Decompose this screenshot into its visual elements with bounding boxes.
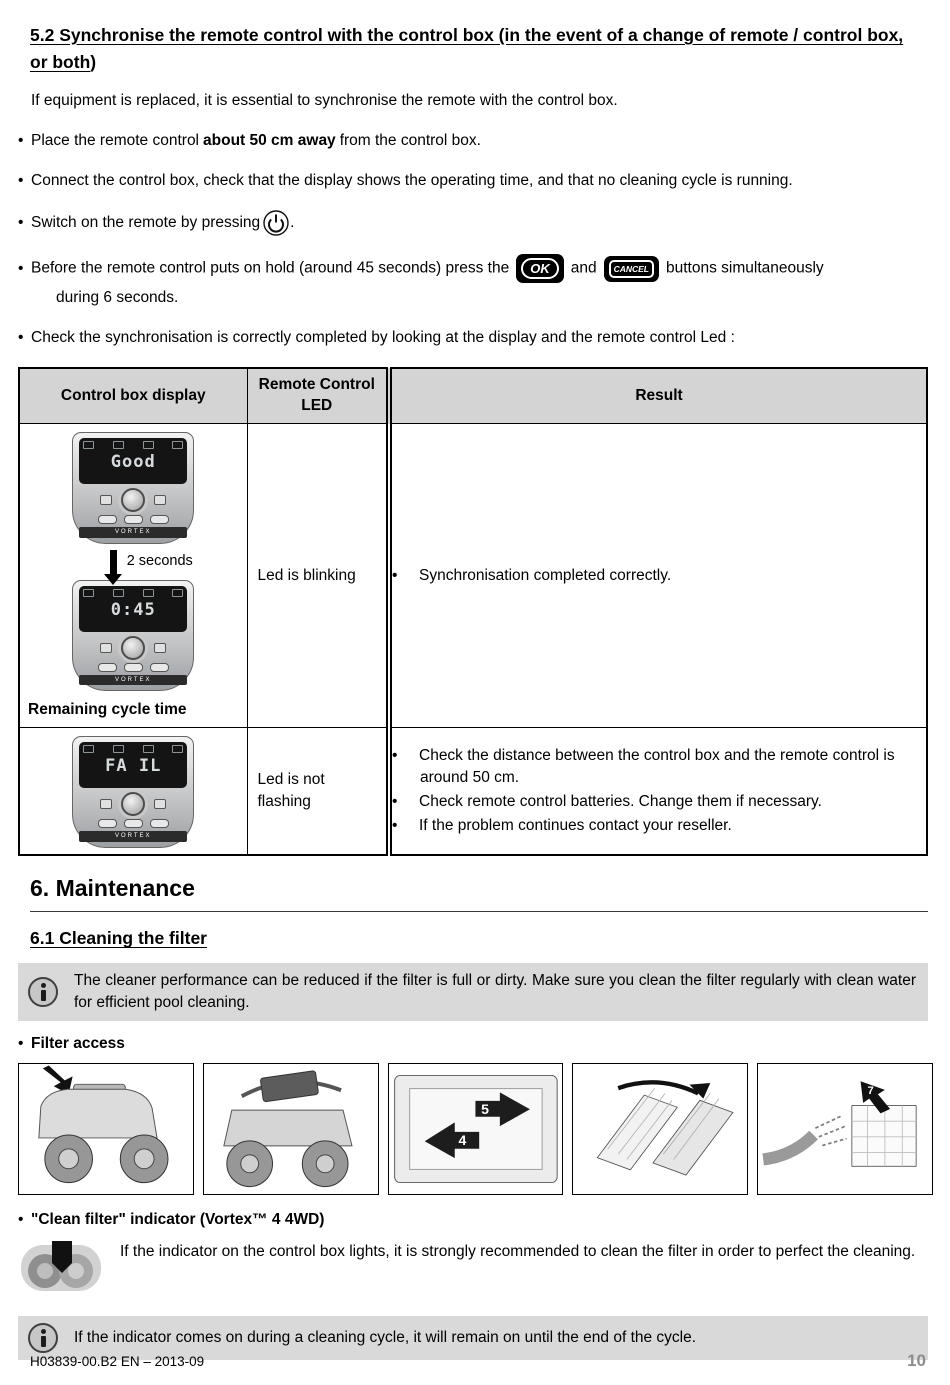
cell-result-fail [389,728,927,855]
cell-display-fail [19,728,247,855]
cell-led-blinking: Led is blinking [247,424,389,728]
control-box-display-fail [72,736,194,848]
col-header-result: Result [389,368,927,423]
lcd-text-good: Good [110,452,156,473]
dial-button [121,636,145,660]
result-text: Check remote control batteries. Change them if necessary. [419,792,822,810]
table-header-row [19,368,927,423]
bullet-marker: • [18,329,24,347]
page-footer [30,1349,926,1373]
filter-access-label: Filter access [31,1035,125,1053]
cell-result-success [389,424,927,728]
bullet-text: Before the remote control puts on hold (around 45 seconds) press the [31,259,510,277]
bullet-marker: • [18,259,24,277]
bullet-marker: • [18,1035,24,1053]
bullet-marker: • [392,792,398,810]
bullet-text: Connect the control box, check that the display shows the operating time, and that no cleaning cycle is running. [31,172,793,190]
bullet-marker: • [18,1211,24,1229]
bullet-text: from the control box. [339,132,481,150]
bullet-marker: • [392,816,398,834]
intro-paragraph: If equipment is replaced, it is essential to synchronise the remote with the control box. [31,92,618,110]
lcd-screen [79,586,187,632]
bullet-check-sync [18,327,928,349]
result-text: If the problem continues contact your reseller. [419,816,732,834]
dial-button [121,792,145,816]
down-arrow-icon [110,550,117,574]
bullet-marker: • [18,172,24,190]
bullet-press-ok-cancel [18,254,928,309]
indicator-text: If the indicator on the control box lights, it is strongly recommended to clean the filter in order to perfect the cleaning. [120,1243,916,1261]
power-button-icon [263,210,289,236]
info-icon [28,977,58,1007]
lcd-text-fail: FA IL [105,756,162,777]
bullet-text: and [570,259,597,277]
clean-filter-label: "Clean filter" indicator (Vortex™ 4 4WD) [31,1211,325,1229]
filter-step-image-2 [203,1063,379,1195]
table-row-fail [19,728,927,855]
page-number: 10 [907,1350,926,1370]
section-5-2-heading [30,22,928,76]
dial-button [121,488,145,512]
bullet-text: Place the remote control [31,132,200,150]
step-number-7: 7 [867,1085,874,1098]
filter-step-image-4 [572,1063,748,1195]
arrow-label: 2 seconds [126,553,193,570]
info-panel-text: The cleaner performance can be reduced if the filter is full or dirty. Make sure you clean the filter regularly with clean water for efficient pool cleaning. [74,972,916,1012]
bullet-marker: • [18,132,24,150]
bullet-marker: • [392,566,398,584]
ok-button-image [516,254,564,283]
bullet-marker: • [18,214,24,232]
result-text: Check the distance between the control box and the remote control is around 50 cm. [419,746,895,786]
col-header-control-box: Control box display [19,368,247,423]
device-brand-label: VORTEX [79,675,187,686]
heading-close-paren: ) [90,52,97,73]
bullet-place-remote [18,130,928,152]
filter-step-image-5 [757,1063,933,1195]
control-box-display-time [72,580,194,692]
lcd-text-time: 0:45 [110,599,156,620]
filter-access-images [18,1063,933,1195]
device-brand-label: VORTEX [79,527,187,538]
cancel-button-label: CANCEL [609,260,654,278]
bullet-switch-on [18,210,928,236]
col-header-remote-led: Remote Control LED [247,368,389,423]
step-number-4: 4 [458,1132,466,1149]
heading-underlined-text: 5.2 Synchronise the remote control with the control box (in the event of a change of remote / control box, or both [30,25,904,73]
info-panel-text: If the indicator comes on during a cleaning cycle, it will remain on until the end of the cycle. [74,1329,697,1347]
remaining-cycle-caption: Remaining cycle time [28,701,187,719]
bullet-filter-access [18,1033,928,1055]
bullet-text: buttons simultaneously [666,259,824,277]
bullet-connect-box [18,170,928,192]
result-text: Synchronisation completed correctly. [419,566,672,584]
bullet-text: Check the synchronisation is correctly completed by looking at the display and the remote control Led : [31,329,735,347]
clean-filter-indicator-icon [20,1239,102,1300]
table-row-success [19,424,927,728]
document-reference: H03839-00.B2 EN – 2013-09 [30,1353,205,1369]
bullet-text: Switch on the remote by pressing [31,214,261,232]
control-box-display-good [72,432,194,544]
bold-distance: about 50 cm away [203,132,336,150]
lcd-screen [79,742,187,788]
cell-led-not-flashing: Led is not flashing [247,728,389,855]
section-6-heading: 6. Maintenance [30,872,928,913]
bullet-clean-filter-indicator [18,1209,928,1231]
filter-step-image-1 [18,1063,194,1195]
info-panel-filter [18,963,928,1021]
cancel-button-image [604,256,659,282]
cell-display-success [19,424,247,728]
two-seconds-arrow [74,550,193,574]
section-6-1-heading: 6.1 Cleaning the filter [30,928,207,949]
ok-button-label: OK [521,258,559,279]
indicator-row [20,1239,928,1300]
bullet-text: . [290,214,295,232]
filter-step-image-3 [388,1063,564,1195]
bullet-continuation: during 6 seconds. [56,289,179,307]
step-number-5: 5 [480,1101,489,1118]
bullet-marker: • [392,746,398,764]
device-brand-label: VORTEX [79,831,187,842]
sync-result-table [18,367,928,855]
lcd-screen [79,438,187,484]
